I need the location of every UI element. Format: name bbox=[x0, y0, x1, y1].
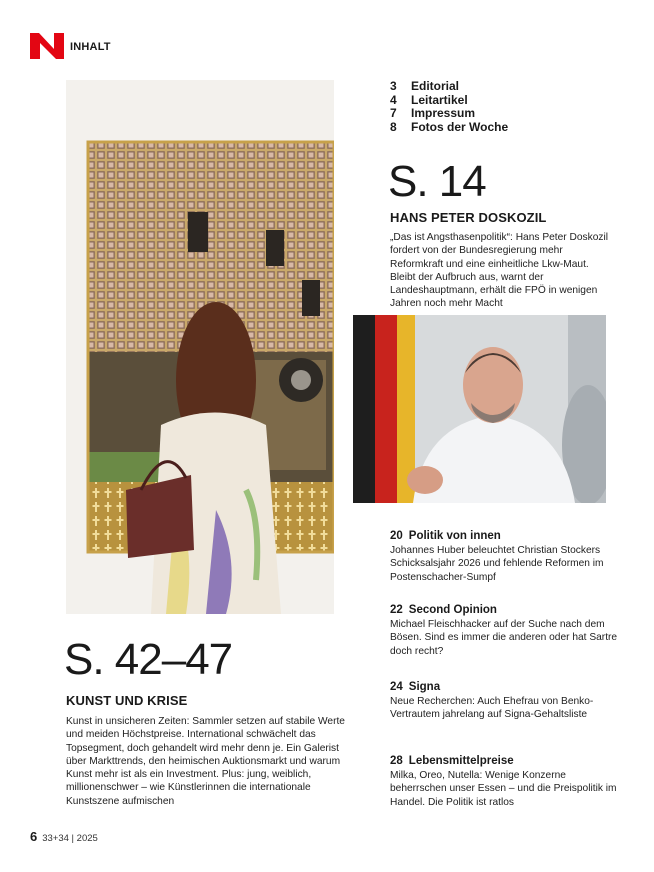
toc-article-title: Signa bbox=[408, 681, 441, 693]
section-label: INHALT bbox=[70, 41, 111, 53]
toc-entry[interactable] bbox=[390, 121, 508, 135]
feature-page-number: S. 14 bbox=[388, 157, 486, 206]
toc-article-description: Milka, Oreo, Nutella: Wenige Konzerne beherrschen unser Essen – und die Preispolitik im Handel. Die Politik ist ratlos bbox=[390, 770, 617, 808]
feature-teaser: Kunst in unsicheren Zeiten: Sammler setzen auf stabile Werte und meiden Höchstpreise. International schwächelt das Topsegment, doch gehandelt wird mehr denn je. Ein Galerist über Markttrends, den heimischen Auktionsmarkt und warum Kunst mehr ist als ein Investment. Plus: jung, weiblich, millionenschwer – wie Künstlerinnen die internationale Kunstszene aufmischen bbox=[66, 716, 345, 807]
toc-article-description: Neue Recherchen: Auch Ehefrau von Benko-Vertrautem jahrelang auf Signa-Gehaltsliste bbox=[390, 696, 594, 721]
feature-teaser: „Das ist Angsthasenpolitik“: Hans Peter Doskozil fordert von der Bundesregierung mehr Reformkraft und eine einheitliche Lkw-Maut. Bleibt der Aufbruch aus, warnt der Landeshauptmann, erhält die FPÖ in wenigen Jahren noch mehr Macht bbox=[390, 232, 608, 310]
toc-article[interactable] bbox=[390, 680, 620, 722]
toc-entry-label: Fotos der Woche bbox=[411, 119, 509, 134]
toc-article[interactable] bbox=[390, 603, 620, 658]
page-footer bbox=[30, 829, 98, 844]
toc-page-number: 8 bbox=[390, 119, 397, 134]
art-gallery-photo bbox=[66, 80, 334, 614]
page-number: 6 bbox=[30, 829, 38, 844]
issue-label: 33+34 | 2025 bbox=[42, 833, 98, 844]
toc-article[interactable] bbox=[390, 529, 620, 584]
toc-page-number: 22 bbox=[390, 604, 403, 616]
toc-page-number: 3 bbox=[390, 79, 397, 93]
toc-article-description: Johannes Huber beleuchtet Christian Stockers Schicksalsjahr 2026 und fehlende Reformen im Postenschacher-Sumpf bbox=[390, 545, 604, 583]
toc-entry[interactable] bbox=[390, 80, 508, 94]
toc-article[interactable] bbox=[390, 754, 620, 809]
toc-entry[interactable] bbox=[390, 107, 508, 121]
toc-page-number: 7 bbox=[390, 106, 397, 120]
toc-top-list bbox=[390, 80, 508, 134]
brand-logo bbox=[30, 33, 64, 59]
toc-entry-label: Impressum bbox=[411, 106, 476, 120]
portrait-photo bbox=[353, 315, 606, 503]
toc-entry-label: Editorial bbox=[411, 79, 460, 93]
toc-article-title: Politik von innen bbox=[408, 530, 501, 542]
toc-entry[interactable] bbox=[390, 94, 508, 108]
toc-page-number: 20 bbox=[390, 530, 403, 542]
toc-article-description: Michael Fleischhacker auf der Suche nach dem Bösen. Sind es immer die anderen oder hat Sartre doch recht? bbox=[390, 619, 618, 657]
toc-article-title: Second Opinion bbox=[408, 604, 497, 616]
toc-page-number: 4 bbox=[390, 92, 397, 107]
toc-entry-label: Leitartikel bbox=[411, 92, 468, 107]
toc-page-number: 24 bbox=[390, 681, 403, 693]
feature-title[interactable]: KUNST UND KRISE bbox=[66, 693, 188, 708]
feature-page-number: S. 42–47 bbox=[64, 635, 233, 684]
toc-page-number: 28 bbox=[390, 755, 403, 767]
feature-title[interactable]: HANS PETER DOSKOZIL bbox=[390, 210, 547, 225]
toc-article-title: Lebensmittelpreise bbox=[408, 755, 514, 767]
